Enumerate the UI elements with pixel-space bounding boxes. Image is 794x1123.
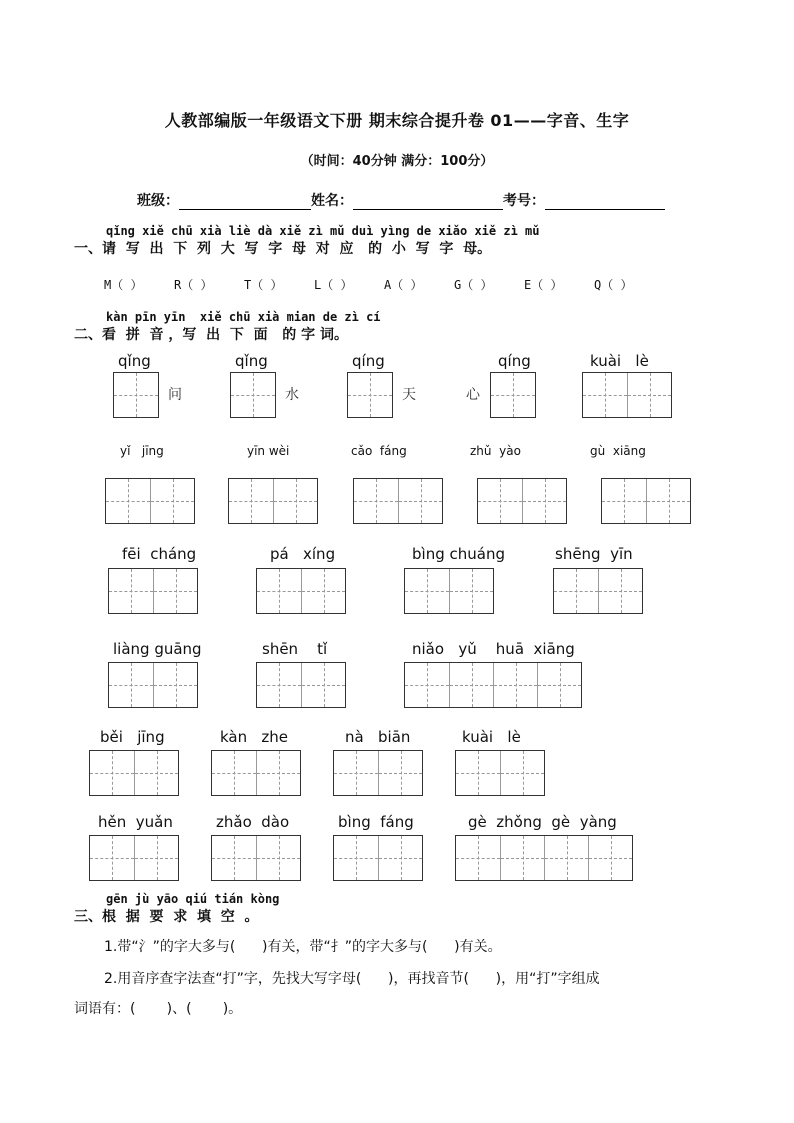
q3-item-1: 1.带“氵”的字大多与( )有关，带“扌”的字大多与( )有关。: [104, 939, 502, 955]
writing-grid[interactable]: [601, 478, 691, 524]
writing-grid[interactable]: [582, 372, 672, 418]
pinyin-label: fēi cháng: [122, 545, 197, 563]
q1-pinyin: qǐng xiě chū xià liè dà xiě zì mǔ duì yìng de xiǎo xiě zì mǔ: [106, 224, 540, 238]
letter-item[interactable]: R（ ）: [174, 278, 213, 292]
q1-letters: [104, 276, 664, 293]
q3-item-2-continued: 词语有：( )、( )。: [74, 1001, 243, 1017]
pinyin-label: kàn zhe: [220, 728, 289, 746]
letter-item[interactable]: T（ ）: [244, 278, 283, 292]
writing-grid[interactable]: [230, 372, 276, 418]
writing-grid[interactable]: [404, 662, 582, 708]
writing-grid[interactable]: [353, 478, 443, 524]
pinyin-label: bìng fáng: [338, 813, 414, 831]
pinyin-label: zhǔ yào: [470, 444, 521, 458]
pinyin-label: shēng yīn: [555, 545, 633, 563]
given-character: 问: [168, 387, 182, 403]
writing-grid[interactable]: [256, 662, 346, 708]
writing-grid[interactable]: [89, 835, 179, 881]
writing-grid[interactable]: [455, 750, 545, 796]
exam-number-label: 考号：: [503, 193, 545, 209]
writing-grid[interactable]: [347, 372, 393, 418]
student-info: [137, 190, 665, 210]
pinyin-label: gù xiāng: [590, 444, 646, 458]
exam-number-field[interactable]: [545, 191, 665, 210]
pinyin-label: zhǎo dào: [216, 813, 290, 831]
writing-grid[interactable]: [105, 478, 195, 524]
letter-item[interactable]: G（ ）: [454, 278, 493, 292]
q1-heading: 一、请 写 出 下 列 大 写 字 母 对 应 的 小 写 字 母。: [74, 241, 492, 257]
pinyin-label: yīn wèi: [247, 444, 290, 458]
pinyin-label: yǐ jīng: [120, 444, 164, 458]
pinyin-label: hěn yuǎn: [98, 813, 173, 831]
pinyin-label: nà biān: [345, 728, 411, 746]
letter-item[interactable]: E（ ）: [524, 278, 563, 292]
letter-item[interactable]: Q（ ）: [594, 278, 633, 292]
pinyin-label: niǎo yǔ huā xiāng: [412, 640, 575, 658]
pinyin-label: qíng: [352, 352, 385, 370]
q3-item-2: 2.用音序查字法查“打”字，先找大写字母( )，再找音节( )，用“打”字组成: [104, 971, 600, 987]
writing-grid[interactable]: [256, 568, 346, 614]
name-field[interactable]: [353, 191, 503, 210]
writing-grid[interactable]: [108, 662, 198, 708]
pinyin-label: qǐng: [118, 352, 151, 370]
q3-pinyin: gēn jù yāo qiú tián kòng: [106, 892, 280, 906]
writing-grid[interactable]: [228, 478, 318, 524]
name-label: 姓名：: [311, 193, 353, 209]
writing-grid[interactable]: [113, 372, 159, 418]
pinyin-label: shēn tǐ: [262, 640, 328, 658]
pinyin-label: kuài lè: [462, 728, 521, 746]
writing-grid[interactable]: [89, 750, 179, 796]
letter-item[interactable]: M（ ）: [104, 278, 143, 292]
exam-subtitle: （时间：40分钟 满分：100分）: [300, 154, 494, 169]
writing-grid[interactable]: [333, 835, 423, 881]
writing-grid[interactable]: [477, 478, 567, 524]
pinyin-label: liàng guāng: [113, 640, 202, 658]
writing-grid[interactable]: [553, 568, 643, 614]
q3-heading: 三、根 据 要 求 填 空 。: [74, 909, 259, 925]
q2-heading: 二、看 拼 音 ，写 出 下 面 的 字 词。: [74, 327, 348, 343]
pinyin-label: bìng chuáng: [412, 545, 505, 563]
pinyin-label: běi jīng: [100, 728, 165, 746]
letter-item[interactable]: A（ ）: [384, 278, 423, 292]
given-character: 水: [285, 387, 299, 403]
writing-grid[interactable]: [490, 372, 536, 418]
pinyin-label: pá xíng: [270, 545, 336, 563]
writing-grid[interactable]: [333, 750, 423, 796]
pinyin-label: gè zhǒng gè yàng: [468, 813, 617, 831]
given-character: 心: [466, 387, 480, 403]
pinyin-label: qǐng: [235, 352, 268, 370]
q2-pinyin: kàn pīn yīn xiě chū xià mian de zì cí: [106, 310, 381, 324]
pinyin-label: cǎo fáng: [351, 444, 407, 458]
letter-item[interactable]: L（ ）: [314, 278, 353, 292]
writing-grid[interactable]: [211, 835, 301, 881]
writing-grid[interactable]: [211, 750, 301, 796]
writing-grid[interactable]: [455, 835, 633, 881]
class-field[interactable]: [179, 191, 311, 210]
page-title: 人教部编版一年级语文下册 期末综合提升卷 01——字音、生字: [164, 111, 630, 130]
writing-grid[interactable]: [404, 568, 494, 614]
writing-grid[interactable]: [108, 568, 198, 614]
given-character: 天: [402, 387, 416, 403]
pinyin-label: qíng: [498, 352, 531, 370]
pinyin-label: kuài lè: [590, 352, 649, 370]
class-label: 班级：: [137, 193, 179, 209]
